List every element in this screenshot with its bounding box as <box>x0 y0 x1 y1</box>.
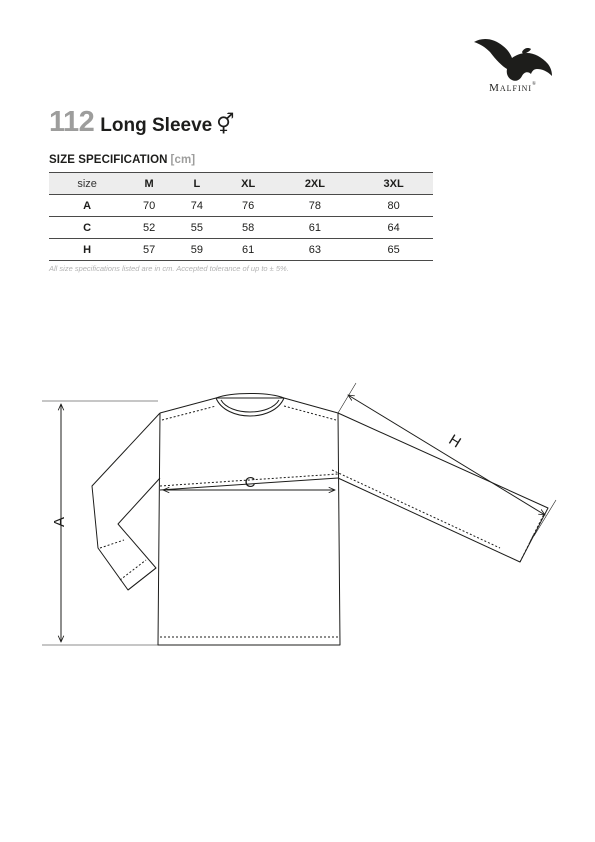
tolerance-note: All size specifications listed are in cm. Accepted tolerance of up to ± 5%. <box>49 264 289 273</box>
table-cell: 80 <box>354 195 433 217</box>
product-name: Long Sleeve <box>100 115 213 136</box>
model-number: 112 <box>49 106 95 138</box>
table-cell: 70 <box>125 195 173 217</box>
sleeve-arrow <box>348 395 545 515</box>
unisex-icon: ⚥ <box>216 112 235 136</box>
unit-label: [cm] <box>170 154 196 166</box>
table-cell: 64 <box>354 217 433 239</box>
eagle-icon <box>472 36 554 82</box>
table-row <box>49 239 433 261</box>
table-cell: 55 <box>173 217 221 239</box>
brand-name: Malfini® <box>489 82 537 94</box>
malfini-logo <box>468 36 558 100</box>
chest-label: C <box>244 474 256 491</box>
table-cell: 76 <box>221 195 276 217</box>
table-row <box>49 217 433 239</box>
table-cell: 63 <box>276 239 355 261</box>
column-header: 2XL <box>276 173 355 195</box>
column-header: M <box>125 173 173 195</box>
table-cell: 61 <box>276 217 355 239</box>
row-label: H <box>49 239 125 261</box>
table-cell: 58 <box>221 217 276 239</box>
table-cell: 74 <box>173 195 221 217</box>
column-header: 3XL <box>354 173 433 195</box>
length-label: A <box>51 516 68 528</box>
table-cell: 57 <box>125 239 173 261</box>
table-header-row <box>49 173 433 195</box>
row-label: A <box>49 195 125 217</box>
measure-lines <box>42 383 556 645</box>
sleeve-label: H <box>445 431 464 452</box>
table-cell: 52 <box>125 217 173 239</box>
table-cell: 78 <box>276 195 355 217</box>
table-cell: 65 <box>354 239 433 261</box>
column-header: L <box>173 173 221 195</box>
column-header: XL <box>221 173 276 195</box>
shirt-measurement-diagram <box>0 370 595 670</box>
size-corner-label: size <box>49 173 125 195</box>
size-table <box>49 172 433 261</box>
row-label: C <box>49 217 125 239</box>
product-title <box>49 106 234 139</box>
table-cell: 59 <box>173 239 221 261</box>
shirt-outline <box>92 394 548 646</box>
size-spec-heading: SIZE SPECIFICATION [cm] <box>49 154 196 166</box>
table-cell: 61 <box>221 239 276 261</box>
table-row <box>49 195 433 217</box>
